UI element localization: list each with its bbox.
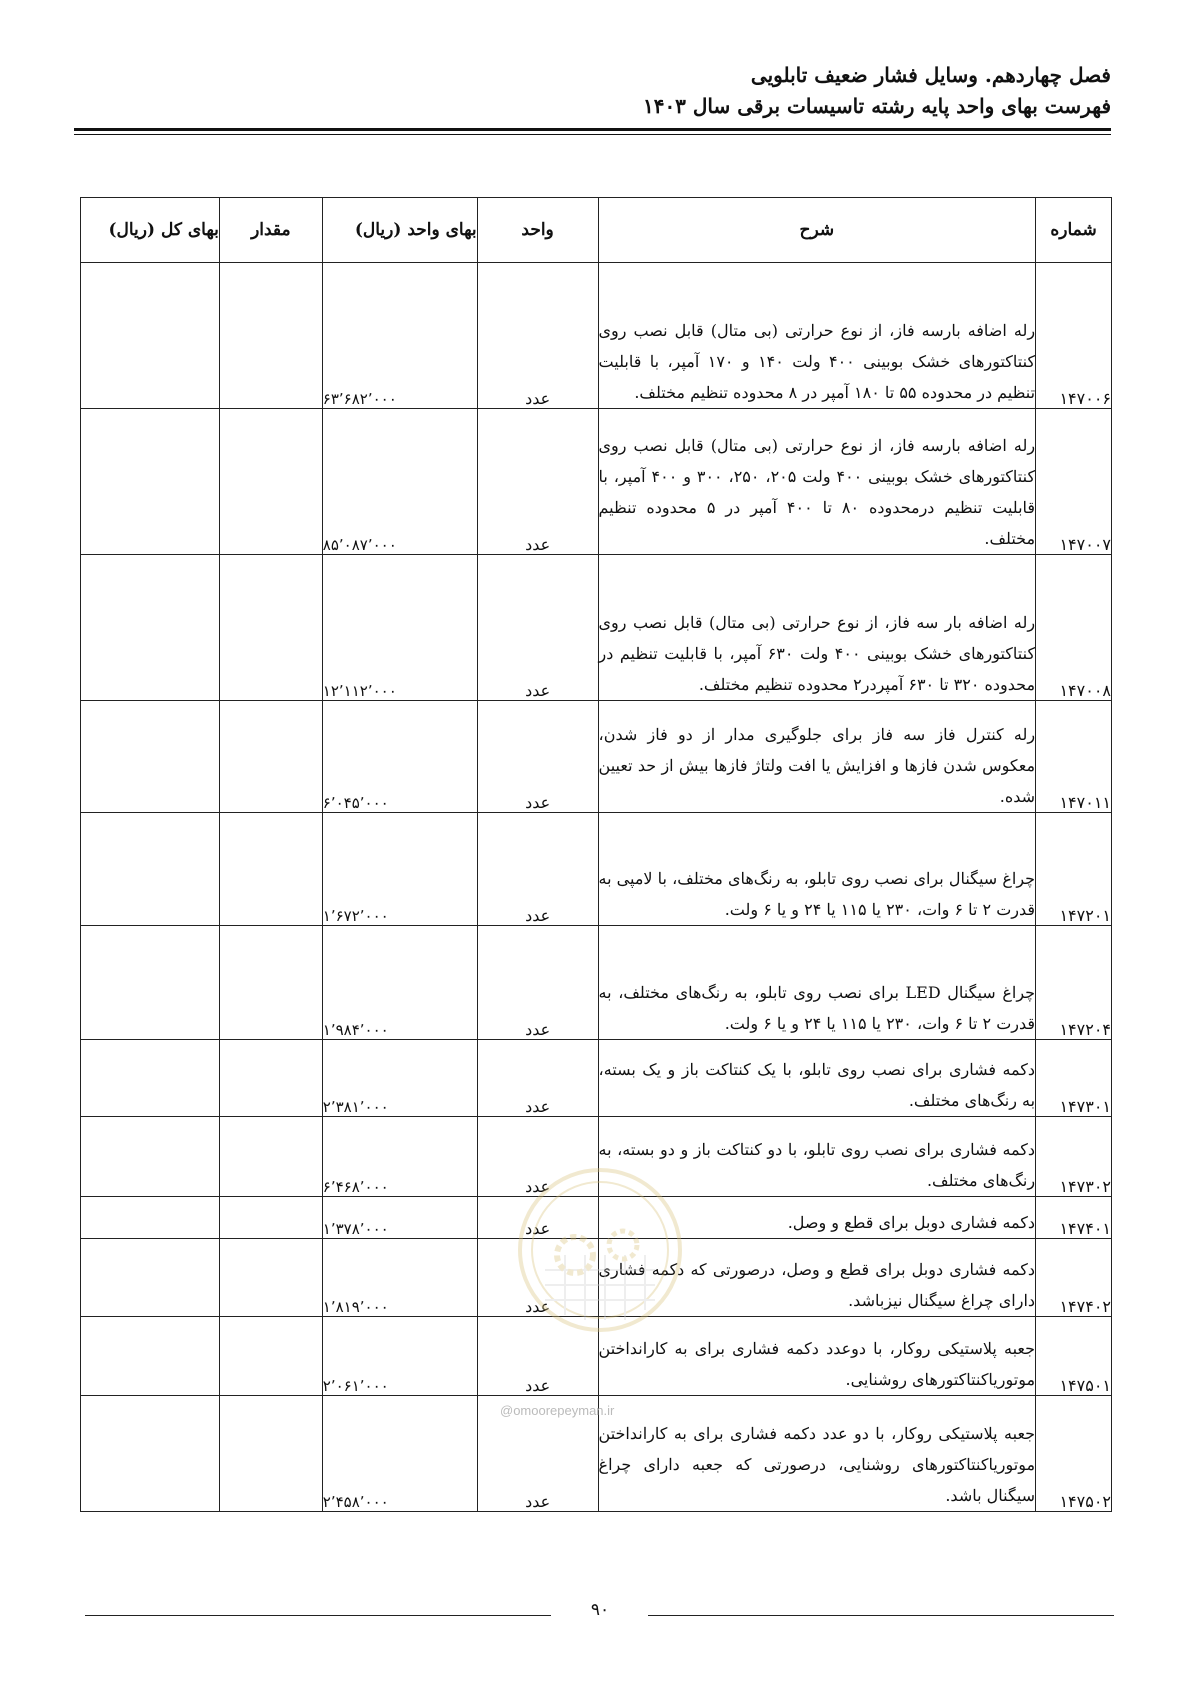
item-quantity [219, 263, 322, 409]
item-code: ۱۴۷۲۰۱ [1036, 813, 1112, 926]
header-unit: واحد [477, 198, 598, 263]
table-header-row [81, 198, 1112, 263]
page-number: ۹۰ [590, 1600, 610, 1620]
item-code: ۱۴۷۳۰۱ [1036, 1040, 1112, 1117]
item-unit: عدد [477, 1117, 598, 1197]
item-total-price [81, 1117, 220, 1197]
item-unit: عدد [477, 1239, 598, 1317]
item-quantity [219, 1317, 322, 1396]
item-unit: عدد [477, 1197, 598, 1239]
footer-rule-right [648, 1615, 1114, 1616]
watermark-text: @omoorepeyman.ir [500, 1403, 615, 1418]
item-total-price [81, 1317, 220, 1396]
item-quantity [219, 926, 322, 1040]
item-unit: عدد [477, 263, 598, 409]
item-code: ۱۴۷۵۰۲ [1036, 1396, 1112, 1512]
item-quantity [219, 1197, 322, 1239]
item-description: رله کنترل فاز سه فاز برای جلوگیری مدار از دو فاز شدن، معکوس شدن فازها و افزایش یا افت ولتاژ فازها بیش از حد تعیین شده. [598, 701, 1036, 813]
item-unit-price: ۶٬۰۴۵٬۰۰۰ [322, 701, 477, 813]
book-title: فهرست بهای واحد پایه رشته تاسیسات برقی سال ۱۴۰۳ [642, 94, 1111, 118]
item-total-price [81, 701, 220, 813]
item-total-price [81, 555, 220, 701]
item-code: ۱۴۷۰۰۸ [1036, 555, 1112, 701]
item-unit-price: ۱٬۳۷۸٬۰۰۰ [322, 1197, 477, 1239]
item-unit: عدد [477, 813, 598, 926]
item-quantity [219, 1396, 322, 1512]
item-total-price [81, 1239, 220, 1317]
item-description: جعبه پلاستیکی روکار، با دو عدد دکمه فشاری برای به کارانداختن موتوریاکنتاکتورهای روشنایی، درصورتی که جعبه دارای چراغ سیگنال باشد. [598, 1396, 1036, 1512]
chapter-title: فصل چهاردهم. وسایل فشار ضعیف تابلویی [750, 63, 1111, 87]
item-quantity [219, 701, 322, 813]
table-row [81, 926, 1112, 1040]
item-code: ۱۴۷۳۰۲ [1036, 1117, 1112, 1197]
header-code: شماره [1036, 198, 1112, 263]
table-row [81, 1117, 1112, 1197]
item-unit-price: ۸۵٬۰۸۷٬۰۰۰ [322, 409, 477, 555]
item-description: چراغ سیگنال LED برای نصب روی تابلو، به رنگ‌های مختلف، به قدرت ۲ تا ۶ وات، ۲۳۰ یا ۱۱۵ یا ۲۴ و یا ۶ ولت. [598, 926, 1036, 1040]
table-row [81, 1197, 1112, 1239]
item-unit-price: ۶۳٬۶۸۲٬۰۰۰ [322, 263, 477, 409]
item-code: ۱۴۷۵۰۱ [1036, 1317, 1112, 1396]
table-row [81, 701, 1112, 813]
item-quantity [219, 813, 322, 926]
item-quantity [219, 1117, 322, 1197]
item-unit: عدد [477, 1317, 598, 1396]
item-unit-price: ۲٬۰۶۱٬۰۰۰ [322, 1317, 477, 1396]
item-total-price [81, 926, 220, 1040]
item-unit-price: ۱٬۸۱۹٬۰۰۰ [322, 1239, 477, 1317]
item-unit-price: ۱۲٬۱۱۲٬۰۰۰ [322, 555, 477, 701]
item-unit-price: ۲٬۳۸۱٬۰۰۰ [322, 1040, 477, 1117]
item-description: دکمه فشاری برای نصب روی تابلو، با دو کنتاکت باز و دو بسته، به رنگ‌های مختلف. [598, 1117, 1036, 1197]
item-code: ۱۴۷۴۰۲ [1036, 1239, 1112, 1317]
item-unit: عدد [477, 701, 598, 813]
page-header [81, 60, 1111, 122]
item-unit: عدد [477, 555, 598, 701]
item-unit: عدد [477, 1396, 598, 1512]
item-description: جعبه پلاستیکی روکار، با دوعدد دکمه فشاری برای به کارانداختن موتوریاکنتاکتورهای روشنایی. [598, 1317, 1036, 1396]
item-unit-price: ۱٬۹۸۴٬۰۰۰ [322, 926, 477, 1040]
item-unit: عدد [477, 1040, 598, 1117]
header-description: شرح [598, 198, 1036, 263]
item-unit-price: ۱٬۶۷۲٬۰۰۰ [322, 813, 477, 926]
item-code: ۱۴۷۰۰۶ [1036, 263, 1112, 409]
item-quantity [219, 555, 322, 701]
header-quantity: مقدار [219, 198, 322, 263]
header-rule-thick [74, 128, 1111, 131]
item-description: رله اضافه بار سه فاز، از نوع حرارتی (بی متال) قابل نصب روی کنتاکتورهای خشک بوبینی ۴۰۰ ولت ۶۳۰ آمپر، با قابلیت تنظیم در محدوده ۳۲۰ تا ۶۳۰ آمپردر۲ محدوده تنظیم مختلف. [598, 555, 1036, 701]
item-code: ۱۴۷۰۱۱ [1036, 701, 1112, 813]
item-description: دکمه فشاری دوبل برای قطع و وصل، درصورتی که دکمه فشاری دارای چراغ سیگنال نیزباشد. [598, 1239, 1036, 1317]
item-description: دکمه فشاری برای نصب روی تابلو، با یک کنتاکت باز و یک بسته، به رنگ‌های مختلف. [598, 1040, 1036, 1117]
item-unit-price: ۲٬۴۵۸٬۰۰۰ [322, 1396, 477, 1512]
table-row [81, 409, 1112, 555]
price-list-table [80, 197, 1112, 1512]
table-row [81, 555, 1112, 701]
item-unit: عدد [477, 926, 598, 1040]
table-row [81, 1317, 1112, 1396]
header-rule-thin [74, 134, 1111, 135]
item-code: ۱۴۷۴۰۱ [1036, 1197, 1112, 1239]
table-row [81, 1040, 1112, 1117]
item-total-price [81, 409, 220, 555]
table-row [81, 1239, 1112, 1317]
item-description: دکمه فشاری دوبل برای قطع و وصل. [598, 1197, 1036, 1239]
item-total-price [81, 1040, 220, 1117]
footer-rule-left [85, 1615, 551, 1616]
item-total-price [81, 1197, 220, 1239]
item-code: ۱۴۷۲۰۴ [1036, 926, 1112, 1040]
item-total-price [81, 263, 220, 409]
table-row [81, 813, 1112, 926]
item-unit: عدد [477, 409, 598, 555]
header-unit-price: بهای واحد (ریال) [322, 198, 477, 263]
item-code: ۱۴۷۰۰۷ [1036, 409, 1112, 555]
item-description: رله اضافه بارسه فاز، از نوع حرارتی (بی متال) قابل نصب روی کنتاکتورهای خشک بوبینی ۴۰۰ ولت ۲۰۵، ۲۵۰، ۳۰۰ و ۴۰۰ آمپر، با قابلیت تنظیم درمحدوده ۸۰ تا ۴۰۰ آمپر در ۵ محدوده تنظیم مختلف. [598, 409, 1036, 555]
item-unit-price: ۶٬۴۶۸٬۰۰۰ [322, 1117, 477, 1197]
item-quantity [219, 1239, 322, 1317]
item-description: رله اضافه بارسه فاز، از نوع حرارتی (بی متال) قابل نصب روی کنتاکتورهای خشک بوبینی ۴۰۰ ولت ۱۴۰ و ۱۷۰ آمپر، با قابلیت تنظیم در محدوده ۵۵ تا ۱۸۰ آمپر در ۸ محدوده تنظیم مختلف. [598, 263, 1036, 409]
item-total-price [81, 1396, 220, 1512]
item-description: چراغ سیگنال برای نصب روی تابلو، به رنگ‌های مختلف، با لامپی به قدرت ۲ تا ۶ وات، ۲۳۰ یا ۱۱۵ یا ۲۴ و یا ۶ ولت. [598, 813, 1036, 926]
item-quantity [219, 409, 322, 555]
item-quantity [219, 1040, 322, 1117]
header-total-price: بهای کل (ریال) [81, 198, 220, 263]
table-row [81, 263, 1112, 409]
item-total-price [81, 813, 220, 926]
